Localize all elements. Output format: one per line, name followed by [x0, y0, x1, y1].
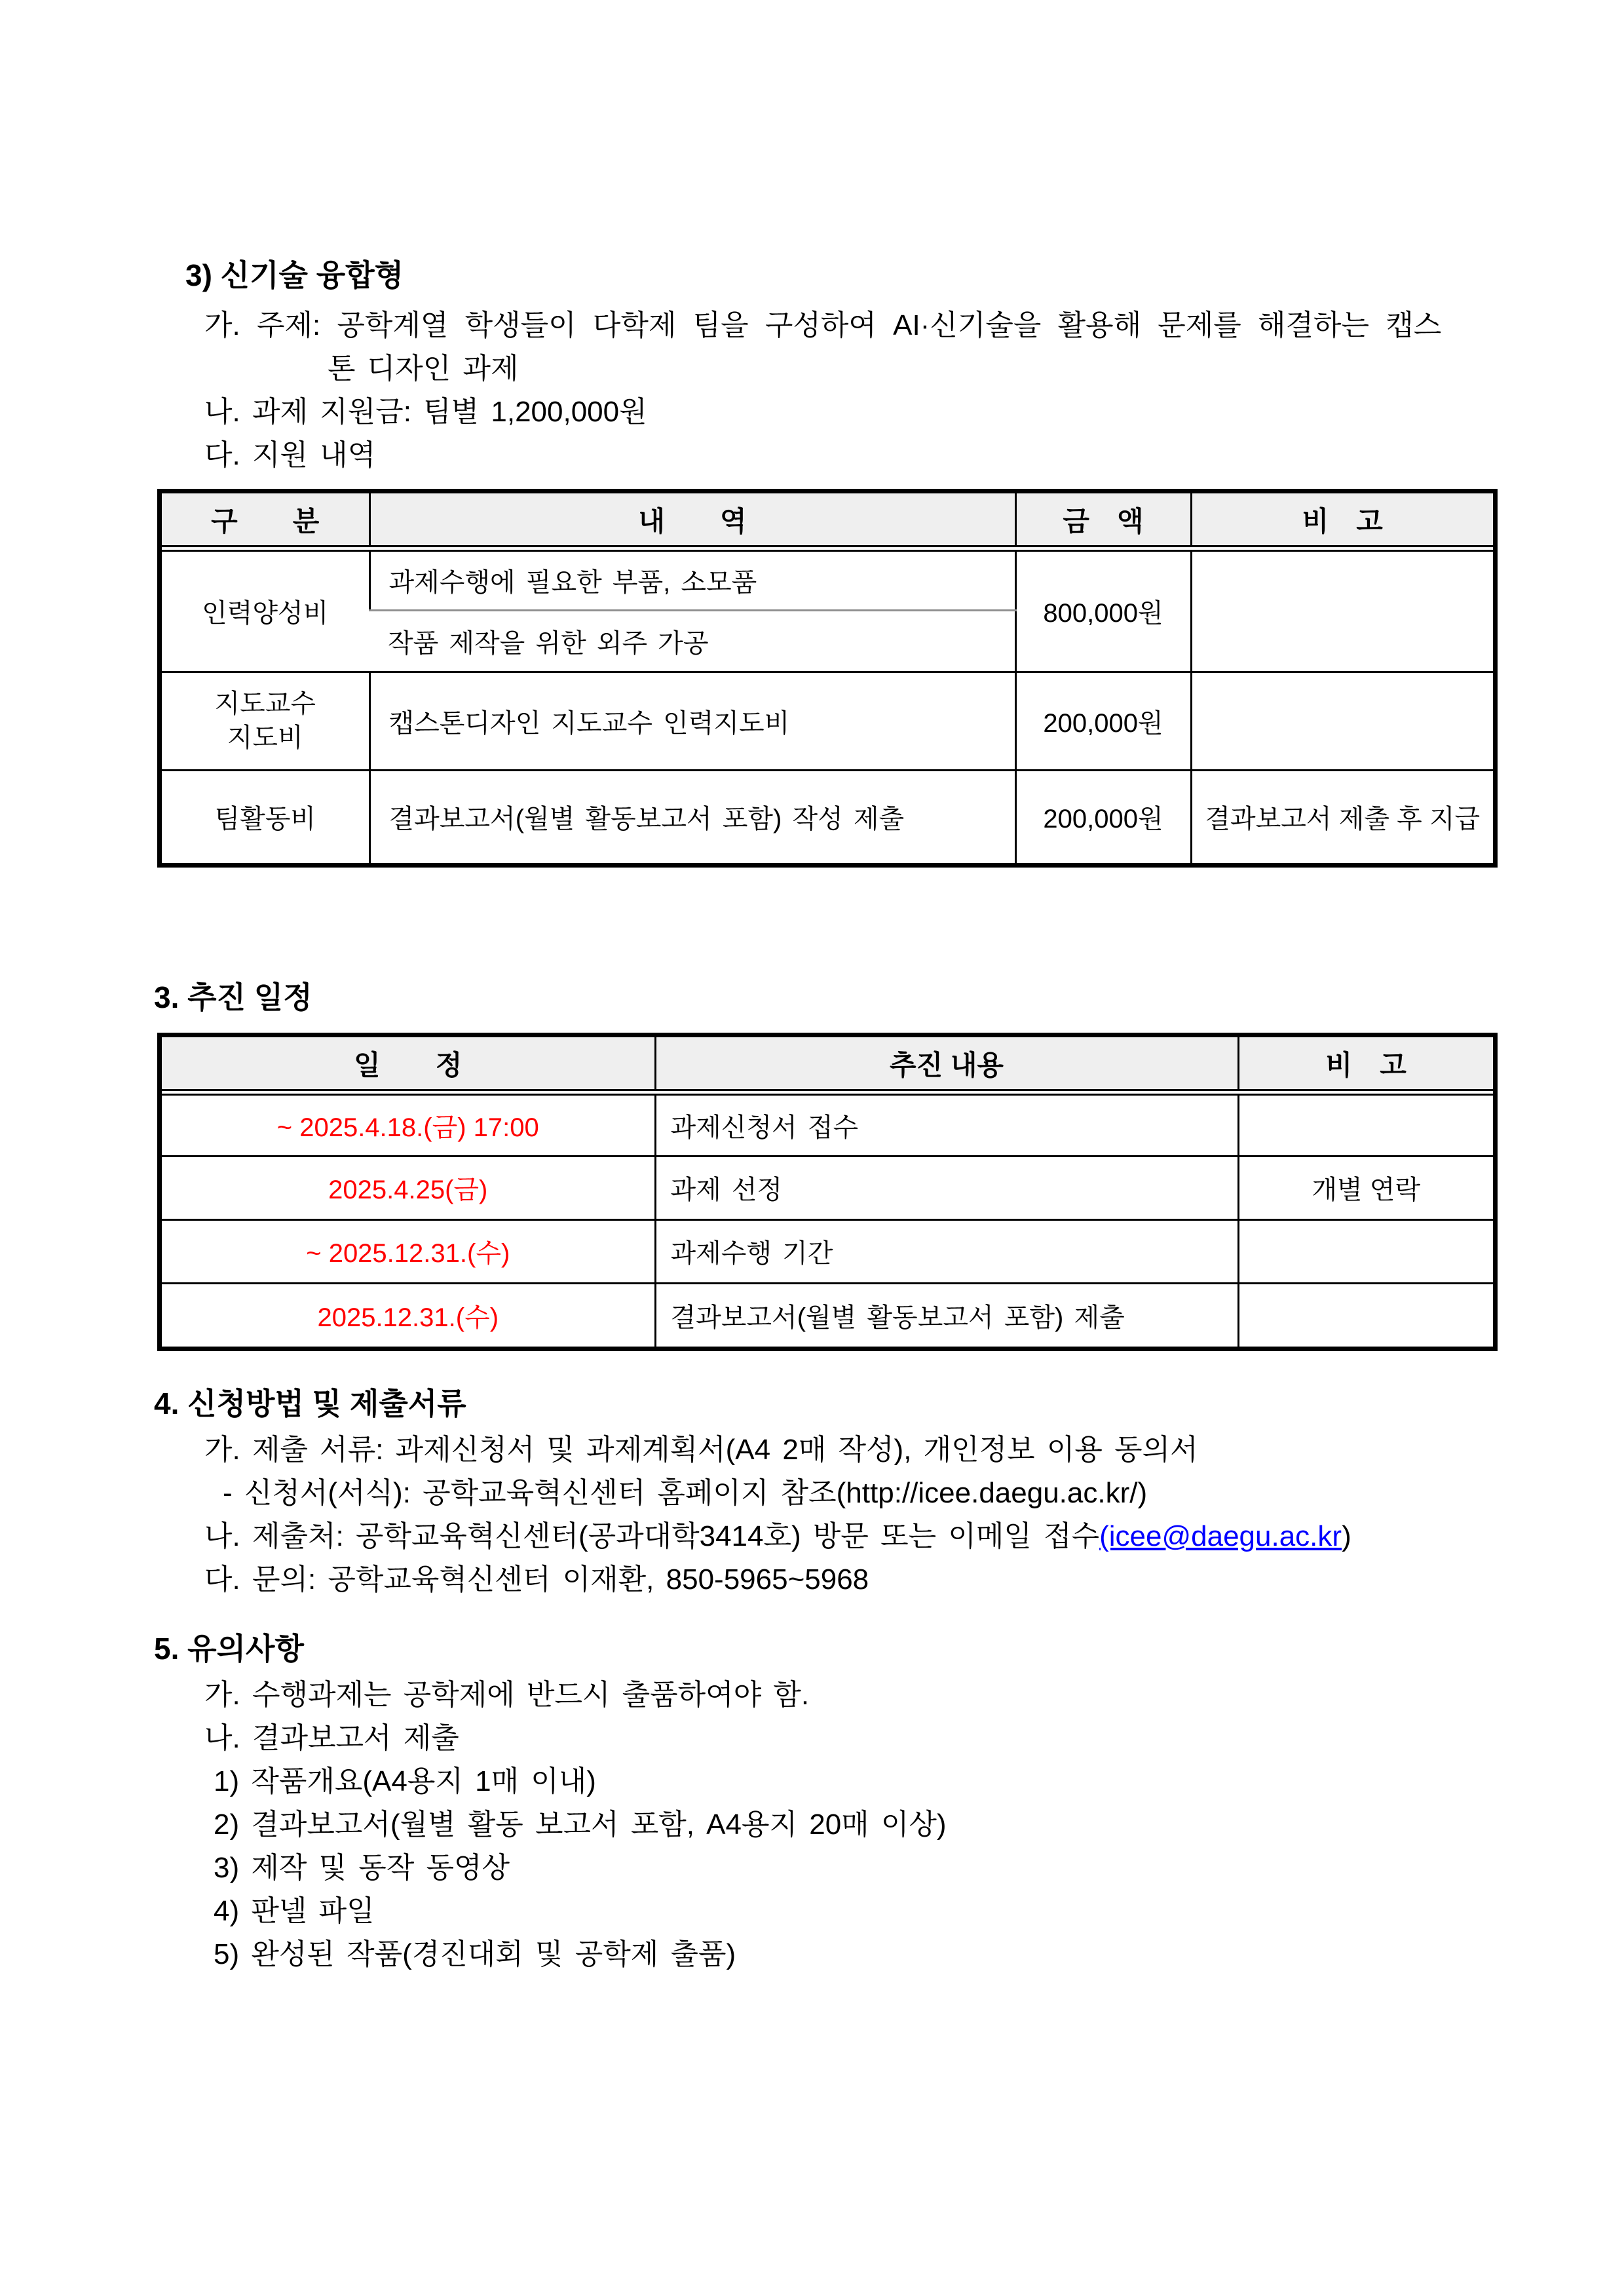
section-schedule: [154, 979, 1506, 1351]
newtech-items: [204, 304, 1506, 477]
schedule-table-frame: [157, 1033, 1498, 1351]
newtech-item-ga-line2: 톤 디자인 과제: [328, 353, 519, 385]
budget-header-amount: 금 액: [1015, 493, 1191, 548]
newtech-item-ga-line1: 가. 주제: 공학계열 학생들이 다학제 팀을 구성하여 AI·신기술을 활용해 문제를 해결하는 캡스: [204, 309, 1442, 341]
apply-item-ga: 가. 제출 서류: 과제신청서 및 과제계획서(A4 2매 작성), 개인정보 이용 동의서: [204, 1434, 1198, 1466]
schedule-cell-content-1: 과제신청서 접수: [655, 1092, 1238, 1156]
budget-header-detail: 내 역: [369, 493, 1015, 548]
schedule-heading: 3. 추진 일정: [154, 980, 312, 1014]
budget-cell-detail-2: 캡스톤디자인 지도교수 인력지도비: [369, 672, 1015, 770]
table-row: [162, 548, 1493, 610]
notes-item-ga: 가. 수행과제는 공학제에 반드시 출품하여야 함.: [204, 1679, 810, 1711]
budget-cell-note-2: [1191, 672, 1493, 770]
notes-item-na: 나. 결과보고서 제출: [204, 1722, 459, 1754]
notes-sub-item-5: 5) 완성된 작품(경진대회 및 공학제 출품): [214, 1938, 736, 1970]
schedule-header-note: 비 고: [1238, 1037, 1493, 1092]
budget-category-2-line1: 지도교수: [214, 689, 316, 718]
notes-heading: 5. 유의사항: [154, 1632, 304, 1666]
budget-cell-detail-1b: 작품 제작을 위한 외주 가공: [388, 628, 709, 658]
budget-cell-detail-3: 결과보고서(월별 활동보고서 포함) 작성 제출: [369, 770, 1015, 863]
schedule-header-row: [162, 1037, 1493, 1092]
section-newtech-type: [154, 257, 1506, 868]
budget-cell-amount-3: 200,000원: [1015, 770, 1191, 863]
schedule-cell-note-4: [1238, 1283, 1493, 1347]
apply-item-form-ref: - 신청서(서식): 공학교육혁신센터 홈페이지 참조(http://icee.daegu.ac.kr/): [223, 1477, 1148, 1509]
apply-item-na-text: 나. 제출처: 공학교육혁신센터(공과대학3414호) 방문 또는 이메일 접수: [204, 1520, 1100, 1552]
schedule-cell-date-4: 2025.12.31.(수): [162, 1283, 655, 1347]
table-row: [162, 1283, 1493, 1347]
notes-sub-item-3: 3) 제작 및 동작 동영상: [214, 1852, 510, 1884]
budget-cell-note-3: 결과보고서 제출 후 지급: [1191, 770, 1493, 863]
budget-cell-category-2: [162, 672, 369, 770]
budget-category-2-line2: 지도비: [227, 723, 303, 752]
notes-sub-item-1: 1) 작품개요(A4용지 1매 이내): [214, 1765, 596, 1797]
budget-table: [162, 493, 1493, 863]
table-row: [162, 672, 1493, 770]
notes-sub-item-2: 2) 결과보고서(월별 활동 보고서 포함, A4용지 20매 이상): [214, 1808, 947, 1841]
apply-item-na: [204, 1515, 1506, 1558]
table-row: [162, 770, 1493, 863]
schedule-header-content: 추진 내용: [655, 1037, 1238, 1092]
schedule-cell-content-4: 결과보고서(월별 활동보고서 포함) 제출: [655, 1283, 1238, 1347]
apply-item-na-close-paren: ): [1342, 1520, 1351, 1552]
apply-heading: 4. 신청방법 및 제출서류: [154, 1387, 466, 1421]
budget-table-frame: [157, 489, 1498, 868]
newtech-item-da: 다. 지원 내역: [204, 439, 376, 471]
schedule-cell-content-3: 과제수행 기간: [655, 1219, 1238, 1283]
notes-sub-item-4: 4) 판넬 파일: [214, 1895, 375, 1927]
schedule-cell-date-3: ~ 2025.12.31.(수): [162, 1219, 655, 1283]
table-row: [162, 1092, 1493, 1156]
newtech-heading: 3) 신기술 융합형: [185, 258, 404, 292]
schedule-cell-note-1: [1238, 1092, 1493, 1156]
schedule-header-date: 일 정: [162, 1037, 655, 1092]
schedule-cell-note-2: 개별 연락: [1238, 1156, 1493, 1219]
schedule-table: [162, 1037, 1493, 1347]
budget-header-note: 비 고: [1191, 493, 1493, 548]
apply-item-da: 다. 문의: 공학교육혁신센터 이재환, 850-5965~5968: [204, 1563, 869, 1596]
budget-header-row: [162, 493, 1493, 548]
table-row: [162, 1156, 1493, 1219]
notes-items: [204, 1674, 1506, 1976]
table-row: [162, 1219, 1493, 1283]
schedule-cell-note-3: [1238, 1219, 1493, 1283]
budget-cell-detail-1a: 과제수행에 필요한 부품, 소모품: [369, 548, 1015, 610]
schedule-cell-date-1: ~ 2025.4.18.(금) 17:00: [276, 1113, 539, 1142]
newtech-item-na: 나. 과제 지원금: 팀별 1,200,000원: [204, 396, 647, 428]
budget-cell-note-1: [1191, 548, 1493, 672]
section-notes: [154, 1630, 1506, 1976]
apply-items: [204, 1428, 1506, 1601]
budget-cell-category-1: 인력양성비: [202, 599, 329, 628]
email-link[interactable]: (icee@daegu.ac.kr: [1099, 1520, 1342, 1552]
budget-cell-amount-1: 800,000원: [1015, 548, 1191, 672]
budget-cell-category-3: 팀활동비: [162, 770, 369, 863]
budget-cell-amount-2: 200,000원: [1015, 672, 1191, 770]
schedule-cell-content-2: 과제 선정: [655, 1156, 1238, 1219]
budget-header-category: 구 분: [162, 493, 369, 548]
schedule-cell-date-2: 2025.4.25(금): [162, 1156, 655, 1219]
section-apply-method: [154, 1385, 1506, 1601]
